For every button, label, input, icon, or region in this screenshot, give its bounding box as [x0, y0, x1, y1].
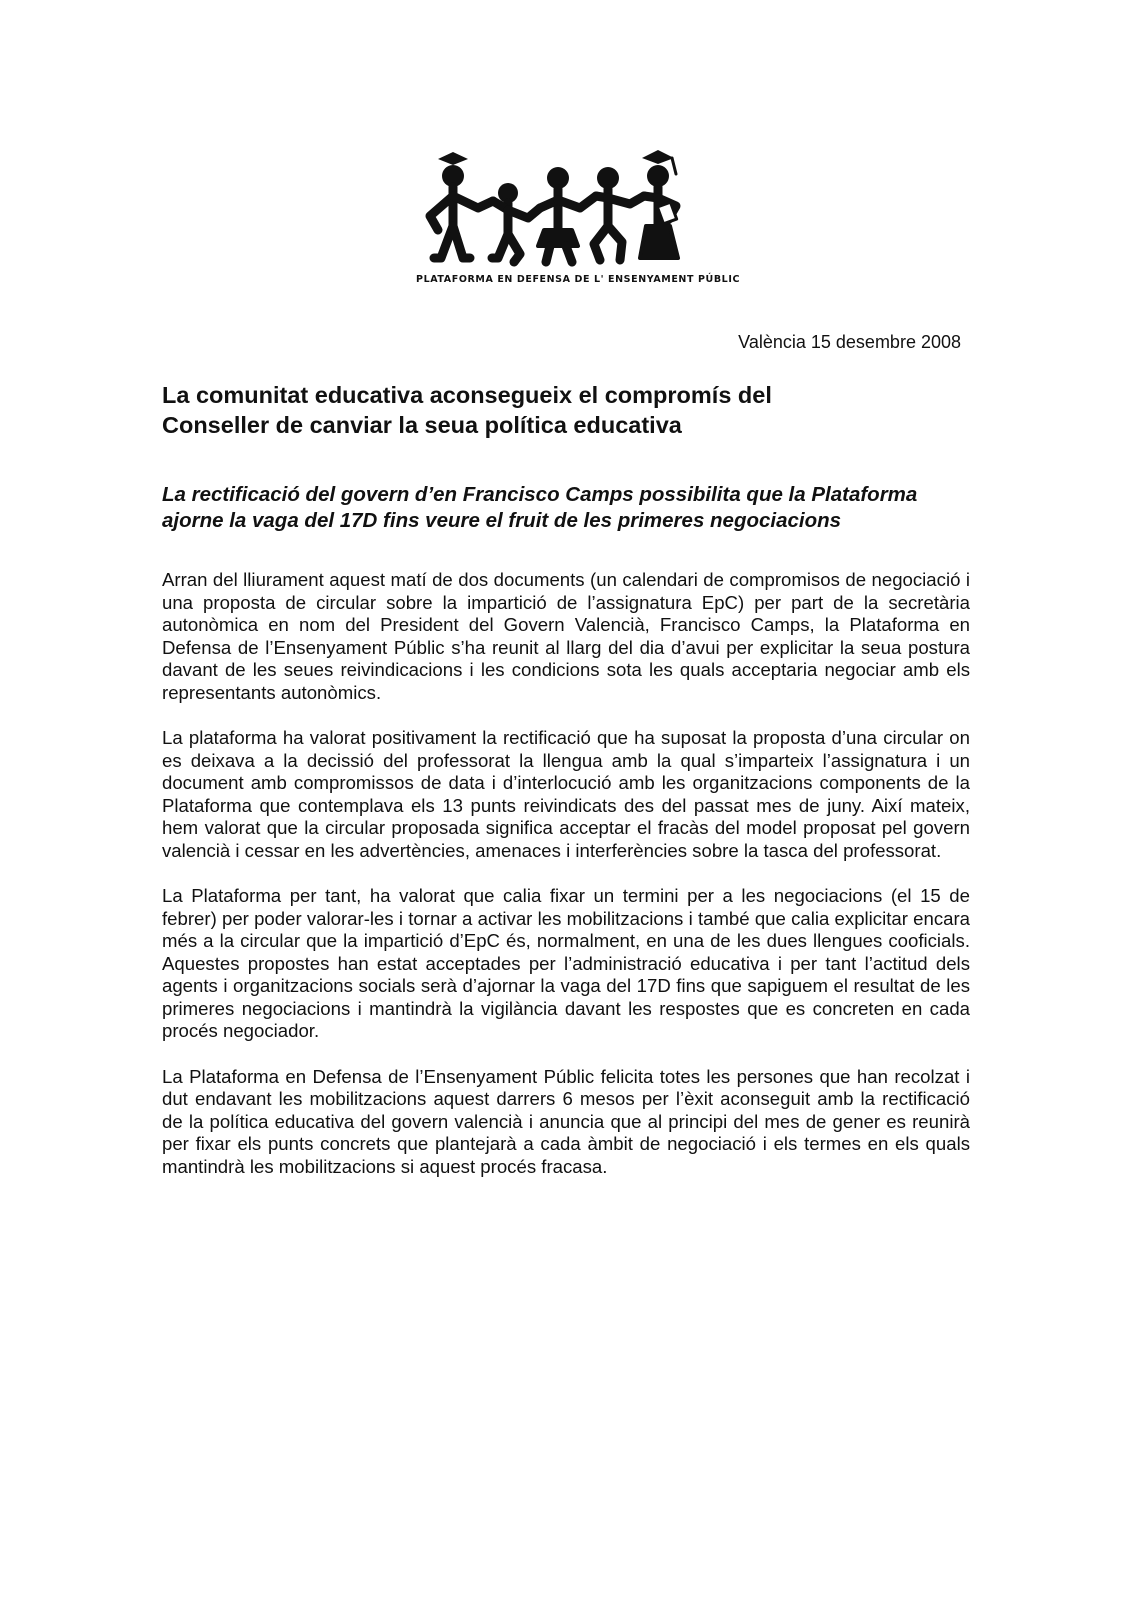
document-date: València 15 desembre 2008 [738, 332, 961, 352]
body-paragraph: Arran del lliurament aquest matí de dos documents (un calendari de compromisos de negociació i una proposta de circular sobre la impartició de l’assignatura EpC) per part de la secretària autonòmica en nom del President del Govern Valencià, Francisco Camps, la Plataforma en Defensa de l’Ensenyament Públic s’ha reunit al llarg del dia d’avui per explicitar la seua postura davant de les seues reivindicacions i les condicions sota les quals acceptaria negociar amb els representants autonòmics. [162, 569, 970, 703]
subtitle-line: ajorne la vaga del 17D fins veure el fruit de les primeres negociacions [162, 509, 842, 532]
figure-girl [538, 167, 596, 262]
people-holding-hands-icon [408, 146, 718, 271]
title-line: La comunitat educativa aconsegueix el compromís del [162, 382, 772, 408]
organization-logo [408, 146, 741, 294]
subtitle-line: La rectificació del govern d’en Francisco Camps possibilita que la Plataforma [162, 483, 918, 506]
figure-graduate-right [640, 150, 678, 258]
figure-child [492, 183, 540, 262]
document-title [162, 380, 970, 440]
document-subtitle [162, 482, 970, 534]
figure-boy [594, 167, 644, 260]
body-paragraph: La plataforma ha valorat positivament la rectificació que ha suposat la proposta d’una circular on es deixava a la decissió del professorat la llengua amb la qual s’imparteix l’assignatura i un document amb compromissos de data i d’interlocució amb les organitzacions components de la Plataforma que contemplava els 13 punts reivindicats des del passat mes de juny. Així mateix, hem valorat que la circular proposada significa acceptar el fracàs del model proposat pel govern valencià i cessar en les advertències, amenaces i interferències sobre la tasca del professorat. [162, 727, 970, 861]
figure-graduate-left [430, 152, 493, 258]
logo-caption: PLATAFORMA EN DEFENSA DE L' ENSENYAMENT PÚBLIC [416, 274, 741, 285]
document-body [162, 380, 970, 1201]
body-paragraph: La Plataforma en Defensa de l’Ensenyament Públic felicita totes les persones que han recolzat i dut endavant les mobilitzacions aquest darrers 6 mesos per l’èxit aconseguit amb la rectificació de la política educativa del govern valencià i anuncia que al principi del mes de gener es reunirà per fixar els punts concrets que plantejarà a cada àmbit de negociació i els termes en els quals mantindrà les mobilitzacions si aquest procés fracasa. [162, 1065, 970, 1177]
body-paragraph: La Plataforma per tant, ha valorat que calia fixar un termini per a les negociacions (el 15 de febrer) per poder valorar-les i tornar a activar les mobilitzacions i també que calia explicitar encara més a la circular que la impartició d’EpC és, normalment, en una de les dues llengues cooficials. Aquestes propostes han estat acceptades per l’administració educativa i per tant l’actitud dels agents i organitzacions socials serà d’ajornar la vaga del 17D fins que sapiguem el resultat de les primeres negociacions i mantindrà la vigilància davant les respostes que es concreten en cada procés negociador. [162, 885, 970, 1041]
title-line: Conseller de canviar la seua política educativa [162, 412, 682, 438]
